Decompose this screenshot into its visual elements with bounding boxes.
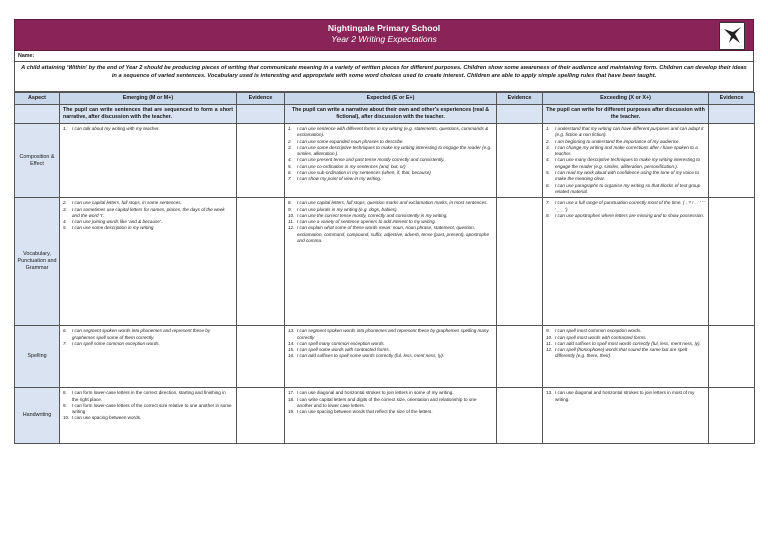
criterion-text: I can explain what some of these words mean: noun, noun phrase, statement, question, exclamation, command, compound, suffix, adjective, adverb, tense (past, present), apostrophe and comma.	[297, 225, 490, 244]
criterion-number: 3.	[63, 206, 67, 212]
aspect-label: Handwriting	[15, 388, 60, 444]
criterion-item	[288, 126, 493, 139]
criterion-number: 6.	[63, 328, 67, 334]
criterion-text: I can use plurals in my writing (e.g. dogs, babies).	[297, 206, 398, 212]
school-logo-icon	[719, 22, 745, 50]
column-emerging: Emerging (M or M+)	[60, 93, 237, 105]
criterion-number: 8.	[288, 200, 292, 206]
expectations-sheet	[14, 19, 754, 444]
criterion-number: 14.	[288, 340, 295, 346]
document-subtitle: Year 2 Writing Expectations	[331, 34, 437, 44]
criterion-number: 2.	[288, 138, 292, 144]
criterion-text: I can spell most common exception words.	[555, 328, 642, 334]
criterion-number: 6.	[546, 182, 550, 188]
criterion-item	[63, 328, 233, 341]
criterion-text: I am beginning to understand the importance of my audience.	[555, 138, 680, 144]
evidence-cell[interactable]	[237, 326, 285, 388]
criterion-number: 9.	[288, 206, 292, 212]
criterion-item	[288, 176, 493, 182]
criterion-item	[63, 390, 233, 403]
criterion-text: I can use a variety of sentence openers to add interest to my writing.	[297, 219, 436, 225]
aspect-row	[15, 326, 755, 388]
criterion-number: 7.	[288, 176, 292, 182]
expected-cell	[285, 326, 497, 388]
criterion-number: 1.	[546, 126, 550, 131]
criterion-number: 3.	[546, 144, 550, 150]
evidence-cell[interactable]	[709, 198, 755, 326]
column-exceeding: Exceeding (X or X+)	[543, 93, 709, 105]
criterion-number: 5.	[546, 170, 550, 176]
criterion-number: 3.	[288, 144, 292, 150]
criterion-text: I can talk about my writing with my teacher.	[72, 126, 160, 131]
criterion-text: I can use a full range of punctuation correctly most of the time. ( , ? ! . . ‘ ’ ’ ‘ _ _ ’)	[555, 200, 705, 212]
evidence-cell[interactable]	[709, 388, 755, 444]
criterion-number: 10.	[288, 212, 295, 218]
criterion-item	[546, 157, 705, 170]
emerging-cell	[60, 388, 237, 444]
evidence-cell[interactable]	[237, 388, 285, 444]
evidence-cell[interactable]	[497, 198, 543, 326]
criterion-text: I can use joining words like ‘and & because’.	[72, 219, 163, 225]
criterion-number: 17.	[288, 390, 295, 396]
aspect-label: Composition & Effect	[15, 124, 60, 198]
expectations-table	[14, 92, 755, 444]
criterion-item	[546, 182, 705, 196]
criterion-item	[546, 200, 705, 213]
criterion-text: I can use some description in my writing	[72, 225, 154, 231]
criterion-number: 10.	[546, 334, 553, 340]
evidence-cell[interactable]	[709, 105, 755, 124]
name-field-label: Name:	[14, 51, 754, 62]
expected-cell	[285, 124, 497, 198]
criterion-item	[546, 170, 705, 183]
exceeding-cell	[543, 326, 709, 388]
aspect-row	[15, 198, 755, 326]
criterion-number: 4.	[546, 157, 550, 163]
evidence-cell[interactable]	[237, 124, 285, 198]
column-header-row	[15, 93, 755, 105]
criterion-text: I can spell many common exception words.	[297, 340, 385, 346]
criterion-text: I can use present tense and past tense mostly correctly and consistently.	[297, 157, 445, 163]
criterion-number: 7.	[546, 200, 550, 206]
criterion-item	[63, 402, 233, 416]
aspect-row	[15, 124, 755, 198]
criterion-text: I can use capital letters, full stops, question marks and exclamation marks, in most sentences.	[297, 200, 488, 206]
summary-exceeding: The pupil can write for different purposes after discussion with the teacher.	[543, 105, 709, 124]
criterion-number: 12.	[288, 225, 295, 231]
criterion-text: I can spell most words with contracted forms.	[555, 334, 647, 340]
evidence-cell[interactable]	[237, 105, 285, 124]
evidence-cell[interactable]	[497, 388, 543, 444]
criterion-number: 1.	[288, 126, 292, 131]
criterion-text: I can spell some words with contracted forms.	[297, 347, 390, 353]
school-name: Nightingale Primary School	[327, 23, 441, 33]
column-aspect: Aspect	[15, 93, 60, 105]
criterion-item	[546, 347, 705, 360]
criterion-text: I can spell (homophone) words that sound the same but are spelt differently (e.g. there, their)	[555, 347, 688, 359]
criterion-text: I can use paragraphs to organise my writing so that blocks of text group related material.	[555, 182, 701, 194]
criterion-text: I can use some expanded noun phrases to describe.	[297, 138, 404, 144]
criterion-number: 9.	[63, 402, 67, 408]
criterion-item	[546, 212, 705, 219]
criterion-text: I understand that my writing can have different purposes and can adapt it (e.g. fiction & non fiction).	[555, 126, 704, 138]
intro-paragraph: A child attaining ‘Within’ by the end of Year 2 should be producing pieces of writing that communicate meaning in a variety of written pieces for different purposes. Children show some awareness of their audience and maintaining form. Children can develop their ideas in a sequence of varied sentences. Vocabulary used is interesting and appropriate with some word choices used to create interest. Children are able to apply simple spelling rules that have been taught.	[14, 62, 754, 92]
criterion-text: I can add suffixes to spell some words correctly (ful, less, ment ness, ly).	[297, 353, 445, 359]
criterion-number: 19.	[288, 409, 295, 415]
column-evidence-1: Evidence	[237, 93, 285, 105]
criterion-number: 6.	[288, 170, 292, 176]
criterion-text: I can segment spoken words into phonemes and represent these by graphemes spell some of them correctly.	[72, 328, 211, 340]
criterion-item	[546, 390, 705, 403]
criterion-text: I can change my writing and make corrections after I have spoken to a teacher.	[555, 144, 698, 157]
criterion-text: I can segment spoken words into phonemes and represent these by graphemes spelling many correctly	[297, 328, 489, 340]
criterion-number: 1.	[63, 126, 67, 131]
evidence-cell[interactable]	[709, 326, 755, 388]
column-evidence-2: Evidence	[497, 93, 543, 105]
criterion-number: 13.	[546, 390, 553, 396]
criterion-number: 18.	[288, 396, 295, 402]
criterion-item	[63, 126, 233, 132]
criterion-text: I can read my work aloud with confidence using the tone of my voice to make the meaning clear.	[555, 170, 700, 182]
emerging-cell	[60, 124, 237, 198]
summary-expected: The pupil can write a narrative about their own and other’s experiences (real & fictional), after discussion with the teacher.	[285, 105, 497, 124]
criterion-item	[63, 206, 233, 220]
criterion-text: I can use sub-ordination in my sentences (when, if, that, because)	[297, 170, 431, 176]
column-evidence-3: Evidence	[709, 93, 755, 105]
criterion-text: I can form lower-case letters in the correct direction, starting and finishing in the right place.	[72, 390, 226, 402]
criterion-item	[63, 225, 233, 231]
criterion-number: 4.	[288, 157, 292, 163]
criterion-text: I can use many descriptive techniques to make my writing interesting to engage the reader (e.g. similes, alliteration, personification.).	[555, 157, 701, 169]
exceeding-cell	[543, 388, 709, 444]
evidence-cell[interactable]	[237, 198, 285, 326]
criterion-item	[288, 144, 493, 158]
criterion-text: I can use co-ordination in my sentences (and, but, or)	[297, 163, 406, 169]
aspect-row	[15, 388, 755, 444]
expected-cell	[285, 388, 497, 444]
header-banner	[14, 19, 754, 51]
criterion-text: I can add suffixes to spell most words correctly (ful, less, ment ness, ly).	[555, 340, 701, 346]
evidence-cell[interactable]	[497, 124, 543, 198]
criterion-text: I can use capital letters, full stops, in some sentences.	[72, 200, 182, 206]
criterion-item	[288, 353, 493, 359]
criterion-item	[546, 144, 705, 158]
criterion-number: 8.	[63, 390, 67, 396]
criterion-number: 2.	[546, 138, 550, 144]
criterion-number: 5.	[288, 163, 292, 169]
criterion-number: 11.	[546, 340, 553, 346]
criterion-text: I can use sentence with different forms in my writing (e.g. statements, questions, commands & exclamation).	[297, 126, 489, 138]
criterion-text: I can use some descriptive techniques to make my writing interesting to engage the reader (e.g. similes, alliteration.).	[297, 144, 492, 157]
criterion-number: 9.	[546, 328, 550, 334]
evidence-cell[interactable]	[497, 105, 543, 124]
criterion-text: I can use spacing between words.	[72, 415, 142, 421]
evidence-cell[interactable]	[709, 124, 755, 198]
criterion-number: 10.	[63, 415, 70, 421]
column-expected: Expected (E or E+)	[285, 93, 497, 105]
criterion-text: I can use the correct tense mostly, correctly and consistently in my writing.	[297, 212, 448, 218]
expected-cell	[285, 198, 497, 326]
emerging-cell	[60, 198, 237, 326]
criterion-number: 13.	[288, 328, 295, 334]
criterion-text: I can use apostrophes where letters are missing and to show possession.	[555, 212, 705, 218]
criterion-item	[288, 409, 493, 415]
criterion-text: I can use spacing between words that reflect the size of the letters.	[297, 409, 433, 415]
criterion-item	[288, 225, 493, 244]
criterion-item	[288, 396, 493, 410]
criterion-text: I can use diagonal and horizontal strokes to join letters in some of my writing.	[297, 390, 454, 396]
criterion-number: 7.	[63, 340, 67, 346]
criterion-number: 11.	[288, 219, 295, 225]
aspect-label: Vocabulary, Punctuation and Grammar	[15, 198, 60, 326]
criterion-item	[288, 328, 493, 341]
summary-row	[15, 105, 755, 124]
criterion-text: I can form lower-case letters of the correct size relative to one another in some writing	[72, 402, 232, 415]
exceeding-cell	[543, 124, 709, 198]
emerging-cell	[60, 326, 237, 388]
criterion-item	[63, 415, 233, 421]
criterion-number: 5.	[63, 225, 67, 231]
criterion-number: 8.	[546, 212, 550, 218]
criterion-item	[63, 340, 233, 347]
criterion-number: 12.	[546, 347, 553, 353]
summary-emerging: The pupil can write sentences that are sequenced to form a short narrative, after discussion with the teacher.	[60, 105, 237, 124]
criterion-number: 2.	[63, 200, 67, 206]
criterion-text: I can write capital letters and digits of the correct size, orientation and relationship to one another and to lower case letters.	[297, 396, 477, 408]
criterion-text: I can spell some common exception words.	[72, 340, 160, 346]
criterion-text: I can sometimes use capital letters for names, places, the days of the week and the word ‘I’.	[72, 206, 225, 218]
exceeding-cell	[543, 198, 709, 326]
criterion-number: 16.	[288, 353, 295, 359]
criterion-text: I can use diagonal and horizontal strokes to join letters in most of my writing.	[555, 390, 695, 402]
criterion-item	[546, 126, 705, 139]
criterion-text: I can show my point of view in my writing.	[297, 176, 382, 182]
aspect-label: Spelling	[15, 326, 60, 388]
criterion-number: 4.	[63, 219, 67, 225]
criterion-number: 15.	[288, 347, 295, 353]
evidence-cell[interactable]	[497, 326, 543, 388]
